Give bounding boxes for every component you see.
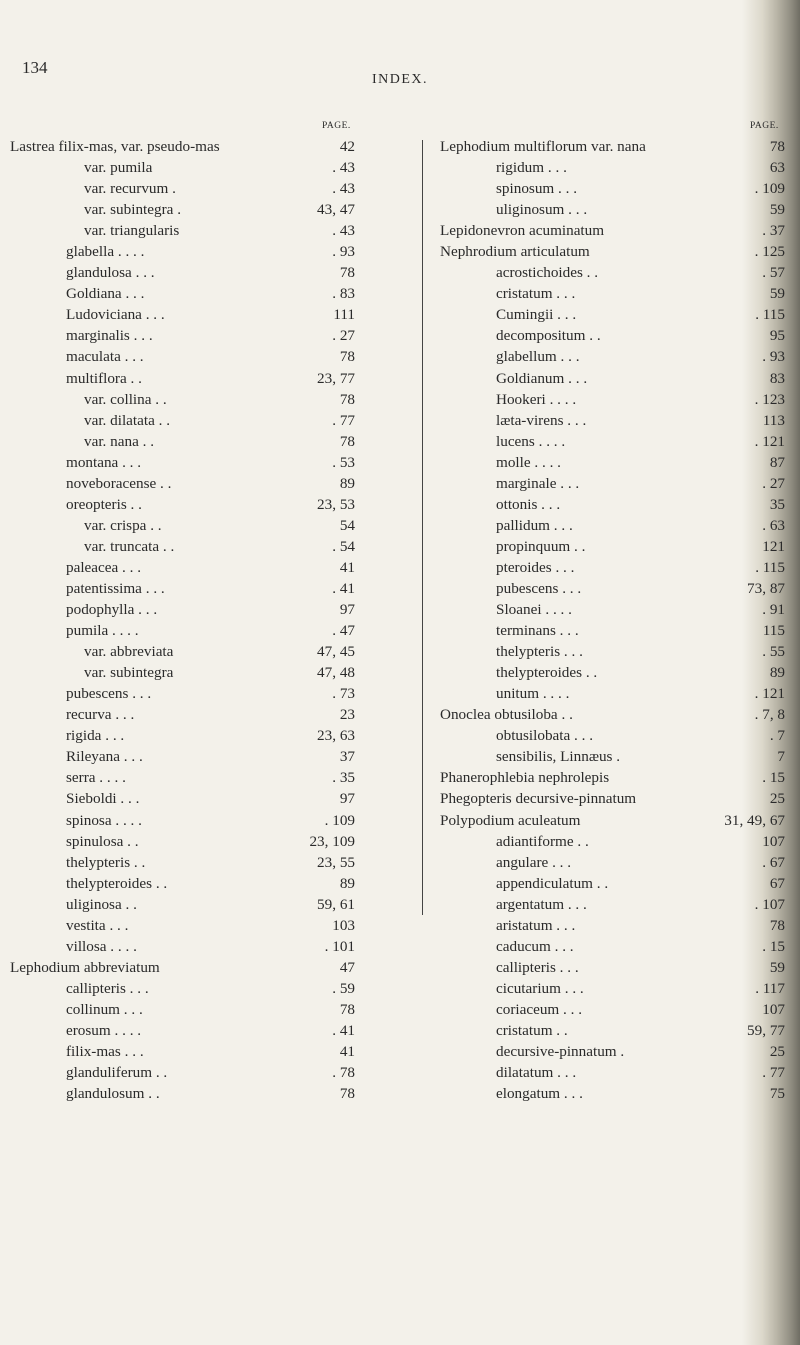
index-entry xyxy=(440,368,785,389)
index-entry xyxy=(10,241,355,262)
entry-pages: . 63 xyxy=(762,516,785,534)
entry-pages: . 27 xyxy=(762,474,785,492)
entry-pages: . 73 xyxy=(332,685,355,703)
entry-pages: 97 xyxy=(339,790,355,808)
entry-pages: . 115 xyxy=(755,306,785,324)
entry-name: Onoclea obtusiloba . . xyxy=(440,706,573,724)
index-entry xyxy=(440,325,785,346)
entry-pages: 78 xyxy=(769,138,785,155)
index-entry xyxy=(10,368,355,389)
entry-pages: 75 xyxy=(769,1085,785,1103)
entry-name: rigida . . . xyxy=(66,727,125,745)
entry-name: erosum . . . . xyxy=(66,1021,142,1039)
index-entry xyxy=(10,1083,355,1104)
entry-name: glanduliferum . . xyxy=(66,1064,168,1082)
index-entry xyxy=(440,136,785,157)
entry-pages: 23 xyxy=(339,706,355,724)
index-entry xyxy=(440,557,785,578)
entry-name: thelypteris . . xyxy=(66,853,146,871)
index-entry xyxy=(10,346,355,367)
index-entry xyxy=(440,157,785,178)
index-entry xyxy=(10,683,355,704)
entry-name: obtusilobata . . . xyxy=(496,727,594,745)
entry-pages: 73, 87 xyxy=(747,579,785,597)
entry-name: uliginosum . . . xyxy=(496,201,588,219)
entry-name: var. truncata . . xyxy=(84,537,175,555)
entry-pages: 107 xyxy=(762,832,785,850)
index-entry xyxy=(10,788,355,809)
entry-pages: 25 xyxy=(769,790,785,808)
entry-pages: 89 xyxy=(339,474,355,492)
entry-pages: 31, 49, 67 xyxy=(724,811,785,829)
index-entry xyxy=(440,1041,785,1062)
entry-pages: 23, 53 xyxy=(317,495,355,513)
index-entry xyxy=(10,410,355,431)
entry-pages: 115 xyxy=(762,622,785,640)
entry-pages: . 115 xyxy=(755,558,785,576)
index-entry xyxy=(440,873,785,894)
entry-pages: . 7, 8 xyxy=(754,706,785,724)
column-divider xyxy=(422,140,423,915)
entry-name: dilatatum . . . xyxy=(496,1064,577,1082)
entry-pages: . 109 xyxy=(324,811,355,829)
entry-pages: 78 xyxy=(339,1000,355,1018)
index-entry xyxy=(10,199,355,220)
entry-name: unitum . . . . xyxy=(496,685,570,703)
entry-pages: 23, 109 xyxy=(309,832,355,850)
index-entry xyxy=(10,431,355,452)
index-entry xyxy=(10,704,355,725)
entry-name: rigidum . . . xyxy=(496,159,567,177)
index-entry xyxy=(10,873,355,894)
entry-pages: 87 xyxy=(769,453,785,471)
entry-pages: . 53 xyxy=(332,453,355,471)
entry-pages: . 57 xyxy=(762,264,785,282)
index-entry xyxy=(10,389,355,410)
index-entry xyxy=(440,283,785,304)
index-entry xyxy=(440,578,785,599)
entry-name: pubescens . . . xyxy=(496,579,582,597)
entry-pages: . 41 xyxy=(332,579,355,597)
index-entry xyxy=(440,1083,785,1104)
entry-pages: 78 xyxy=(339,390,355,408)
entry-pages: . 123 xyxy=(754,390,785,408)
index-entry xyxy=(10,178,355,199)
entry-pages: 47 xyxy=(339,958,355,976)
index-entry xyxy=(440,915,785,936)
index-entry xyxy=(10,725,355,746)
index-entry xyxy=(10,557,355,578)
entry-name: coriaceum . . . xyxy=(496,1000,583,1018)
entry-name: Ludoviciana . . . xyxy=(66,306,165,324)
entry-name: noveboracense . . xyxy=(66,474,172,492)
index-column-left xyxy=(10,136,355,1104)
index-entry xyxy=(440,599,785,620)
index-entry xyxy=(440,957,785,978)
entry-name: Hookeri . . . . xyxy=(496,390,577,408)
index-entry xyxy=(440,304,785,325)
entry-name: decompositum . . xyxy=(496,327,601,345)
index-entry xyxy=(10,262,355,283)
index-entry xyxy=(440,241,785,262)
index-entry xyxy=(440,494,785,515)
page-column-label: PAGE. xyxy=(750,121,779,131)
entry-pages: . 77 xyxy=(762,1064,785,1082)
index-entry xyxy=(10,620,355,641)
index-entry xyxy=(440,1062,785,1083)
entry-pages: 59, 77 xyxy=(747,1021,785,1039)
entry-name: glabellum . . . xyxy=(496,348,580,366)
entry-pages: 41 xyxy=(339,1043,355,1061)
index-column-right xyxy=(440,136,785,1104)
index-entry xyxy=(440,788,785,809)
entry-name: elongatum . . . xyxy=(496,1085,583,1103)
entry-pages: 78 xyxy=(339,432,355,450)
entry-pages: 89 xyxy=(769,664,785,682)
entry-pages: . 77 xyxy=(332,411,355,429)
index-entry xyxy=(440,410,785,431)
entry-name: thelypteroides . . xyxy=(66,874,168,892)
entry-name: var. abbreviata xyxy=(84,643,174,661)
entry-name: lucens . . . . xyxy=(496,432,566,450)
index-entry xyxy=(440,852,785,873)
entry-pages: 97 xyxy=(339,601,355,619)
entry-name: propinquum . . xyxy=(496,537,586,555)
index-entry xyxy=(10,810,355,831)
entry-pages: 59 xyxy=(769,958,785,976)
entry-name: Sieboldi . . . xyxy=(66,790,140,808)
entry-pages: 78 xyxy=(339,1085,355,1103)
entry-name: serra . . . . xyxy=(66,769,126,787)
index-entry xyxy=(440,1020,785,1041)
entry-pages: 121 xyxy=(762,537,785,555)
index-entry xyxy=(10,999,355,1020)
entry-pages: . 27 xyxy=(332,327,355,345)
entry-name: var. collina . . xyxy=(84,390,167,408)
entry-pages: . 117 xyxy=(755,979,785,997)
entry-pages: 59 xyxy=(769,285,785,303)
index-entry xyxy=(10,220,355,241)
index-entry xyxy=(10,831,355,852)
entry-name: Lephodium multiflorum var. nana xyxy=(440,138,646,155)
entry-name: var. recurvum . xyxy=(84,180,176,198)
entry-name: var. dilatata . . xyxy=(84,411,171,429)
entry-pages: . 93 xyxy=(762,348,785,366)
index-entry xyxy=(440,452,785,473)
entry-name: appendiculatum . . xyxy=(496,874,609,892)
entry-pages: . 109 xyxy=(754,180,785,198)
index-entry xyxy=(10,767,355,788)
entry-name: Cumingii . . . xyxy=(496,306,577,324)
index-entry xyxy=(10,304,355,325)
entry-pages: 111 xyxy=(333,306,355,324)
entry-pages: . 43 xyxy=(332,180,355,198)
entry-name: Phegopteris decursive-pinnatum xyxy=(440,790,637,808)
index-entry xyxy=(440,262,785,283)
entry-name: pumila . . . . xyxy=(66,622,139,640)
index-entry xyxy=(440,683,785,704)
entry-pages: . 121 xyxy=(754,685,785,703)
entry-name: pteroides . . . xyxy=(496,558,575,576)
index-entry xyxy=(10,452,355,473)
entry-pages: 103 xyxy=(332,916,355,934)
entry-name: uliginosa . . xyxy=(66,895,137,913)
entry-name: Lastrea filix-mas, var. pseudo-mas xyxy=(10,138,220,155)
entry-name: thelypteris . . . xyxy=(496,643,583,661)
entry-pages: . 41 xyxy=(332,1021,355,1039)
entry-name: sensibilis, Linnæus . xyxy=(496,748,621,766)
entry-name: Lepidonevron acuminatum xyxy=(440,222,605,240)
entry-pages: . 78 xyxy=(332,1064,355,1082)
index-entry xyxy=(440,220,785,241)
index-entry xyxy=(440,767,785,788)
entry-name: thelypteroides . . xyxy=(496,664,598,682)
index-entry xyxy=(10,978,355,999)
entry-pages: 7 xyxy=(777,748,785,766)
index-entry xyxy=(10,641,355,662)
entry-pages: 23, 77 xyxy=(317,369,355,387)
entry-pages: 95 xyxy=(769,327,785,345)
index-entry xyxy=(10,515,355,536)
entry-pages: 113 xyxy=(762,411,785,429)
entry-name: adiantiforme . . xyxy=(496,832,589,850)
entry-pages: . 47 xyxy=(332,622,355,640)
entry-pages: 43, 47 xyxy=(317,201,355,219)
index-entry xyxy=(440,978,785,999)
entry-name: Goldianum . . . xyxy=(496,369,588,387)
entry-pages: . 43 xyxy=(332,222,355,240)
index-entry xyxy=(10,283,355,304)
entry-pages: . 7 xyxy=(769,727,785,745)
entry-name: collinum . . . xyxy=(66,1000,143,1018)
entry-name: multiflora . . xyxy=(66,369,142,387)
entry-pages: 23, 55 xyxy=(317,853,355,871)
entry-pages: 25 xyxy=(769,1043,785,1061)
entry-pages: . 15 xyxy=(762,769,785,787)
entry-pages: 59, 61 xyxy=(317,895,355,913)
entry-name: terminans . . . xyxy=(496,622,579,640)
entry-name: villosa . . . . xyxy=(66,937,137,955)
entry-name: pubescens . . . xyxy=(66,685,152,703)
entry-pages: 78 xyxy=(339,348,355,366)
index-entry xyxy=(10,1062,355,1083)
index-entry xyxy=(10,1020,355,1041)
entry-name: spinosum . . . xyxy=(496,180,578,198)
index-entry xyxy=(10,494,355,515)
entry-pages: . 121 xyxy=(754,432,785,450)
entry-name: læta-virens . . . xyxy=(496,411,587,429)
entry-name: var. triangularis xyxy=(84,222,180,240)
entry-pages: . 67 xyxy=(762,853,785,871)
index-entry xyxy=(440,704,785,725)
index-entry xyxy=(10,473,355,494)
entry-name: spinosa . . . . xyxy=(66,811,142,829)
entry-pages: . 93 xyxy=(332,243,355,261)
index-entry xyxy=(10,157,355,178)
index-entry xyxy=(10,894,355,915)
entry-name: montana . . . xyxy=(66,453,142,471)
running-head: INDEX. xyxy=(371,72,429,87)
index-entry xyxy=(10,578,355,599)
entry-name: Goldiana . . . xyxy=(66,285,145,303)
entry-pages: 41 xyxy=(339,558,355,576)
page-number: 134 xyxy=(22,58,48,77)
index-entry xyxy=(10,136,355,157)
entry-name: Nephrodium articulatum xyxy=(440,243,590,261)
entry-name: var. crispa . . xyxy=(84,516,162,534)
entry-pages: 37 xyxy=(339,748,355,766)
entry-name: Phanerophlebia nephrolepis xyxy=(440,769,610,787)
entry-name: Sloanei . . . . xyxy=(496,601,572,619)
entry-name: cristatum . . xyxy=(496,1021,568,1039)
index-entry xyxy=(10,662,355,683)
entry-name: angulare . . . xyxy=(496,853,572,871)
entry-name: pallidum . . . xyxy=(496,516,573,534)
index-entry xyxy=(440,620,785,641)
index-entry xyxy=(440,936,785,957)
entry-name: vestita . . . xyxy=(66,916,129,934)
entry-pages: . 83 xyxy=(332,285,355,303)
entry-name: spinulosa . . xyxy=(66,832,139,850)
entry-pages: . 37 xyxy=(762,222,785,240)
entry-pages: 78 xyxy=(339,264,355,282)
index-entry xyxy=(440,999,785,1020)
index-entry xyxy=(10,1041,355,1062)
entry-name: var. pumila xyxy=(84,159,153,177)
index-entry xyxy=(10,852,355,873)
entry-name: podophylla . . . xyxy=(66,601,158,619)
index-entry xyxy=(10,599,355,620)
entry-pages: . 55 xyxy=(762,643,785,661)
entry-name: var. subintegra xyxy=(84,664,174,682)
entry-name: glandulosa . . . xyxy=(66,264,155,282)
entry-name: var. nana . . xyxy=(84,432,155,450)
entry-name: patentissima . . . xyxy=(66,579,165,597)
entry-pages: 35 xyxy=(769,495,785,513)
entry-pages: 63 xyxy=(769,159,785,177)
index-entry xyxy=(440,431,785,452)
index-entry xyxy=(440,536,785,557)
entry-pages: . 15 xyxy=(762,937,785,955)
index-entry xyxy=(440,662,785,683)
index-entry xyxy=(10,746,355,767)
entry-name: callipteris . . . xyxy=(66,979,149,997)
page-column-label: PAGE. xyxy=(322,121,351,131)
entry-name: Rileyana . . . xyxy=(66,748,143,766)
entry-name: decursive-pinnatum . xyxy=(496,1043,625,1061)
entry-name: cristatum . . . xyxy=(496,285,576,303)
index-entry xyxy=(440,473,785,494)
entry-name: molle . . . . xyxy=(496,453,561,471)
entry-pages: . 101 xyxy=(324,937,355,955)
entry-pages: 54 xyxy=(339,516,355,534)
index-entry xyxy=(10,957,355,978)
entry-pages: 47, 48 xyxy=(317,664,355,682)
index-entry xyxy=(440,725,785,746)
index-entry xyxy=(10,915,355,936)
entry-pages: 78 xyxy=(769,916,785,934)
entry-name: oreopteris . . xyxy=(66,495,142,513)
entry-name: filix-mas . . . xyxy=(66,1043,144,1061)
index-entry xyxy=(10,325,355,346)
entry-pages: 42 xyxy=(339,138,355,155)
entry-pages: . 91 xyxy=(762,601,785,619)
entry-name: ottonis . . . xyxy=(496,495,561,513)
entry-pages: 107 xyxy=(762,1000,785,1018)
index-entry xyxy=(440,831,785,852)
index-entry xyxy=(440,346,785,367)
entry-name: cicutarium . . . xyxy=(496,979,584,997)
entry-pages: . 43 xyxy=(332,159,355,177)
index-entry xyxy=(10,536,355,557)
index-entry xyxy=(440,515,785,536)
index-entry xyxy=(440,178,785,199)
entry-name: argentatum . . . xyxy=(496,895,587,913)
entry-pages: 89 xyxy=(339,874,355,892)
index-entry xyxy=(440,389,785,410)
entry-name: Polypodium aculeatum xyxy=(440,811,581,829)
entry-name: callipteris . . . xyxy=(496,958,579,976)
entry-pages: . 107 xyxy=(754,895,785,913)
entry-pages: 59 xyxy=(769,201,785,219)
index-entry xyxy=(440,199,785,220)
entry-name: glabella . . . . xyxy=(66,243,145,261)
index-entry xyxy=(440,894,785,915)
entry-name: paleacea . . . xyxy=(66,558,142,576)
entry-name: aristatum . . . xyxy=(496,916,576,934)
entry-pages: 83 xyxy=(769,369,785,387)
entry-name: recurva . . . xyxy=(66,706,135,724)
entry-pages: 47, 45 xyxy=(317,643,355,661)
entry-name: caducum . . . xyxy=(496,937,574,955)
index-entry xyxy=(10,936,355,957)
index-entry xyxy=(440,810,785,831)
entry-name: acrostichoides . . xyxy=(496,264,599,282)
index-entry xyxy=(440,641,785,662)
entry-name: marginale . . . xyxy=(496,474,580,492)
entry-pages: . 59 xyxy=(332,979,355,997)
entry-pages: 67 xyxy=(769,874,785,892)
entry-pages: 23, 63 xyxy=(317,727,355,745)
entry-pages: . 35 xyxy=(332,769,355,787)
entry-name: glandulosum . . xyxy=(66,1085,160,1103)
entry-name: var. subintegra . xyxy=(84,201,182,219)
entry-pages: . 125 xyxy=(754,243,785,261)
entry-name: marginalis . . . xyxy=(66,327,153,345)
entry-name: maculata . . . xyxy=(66,348,144,366)
entry-pages: . 54 xyxy=(332,537,355,555)
index-entry xyxy=(440,746,785,767)
entry-name: Lephodium abbreviatum xyxy=(10,958,160,976)
